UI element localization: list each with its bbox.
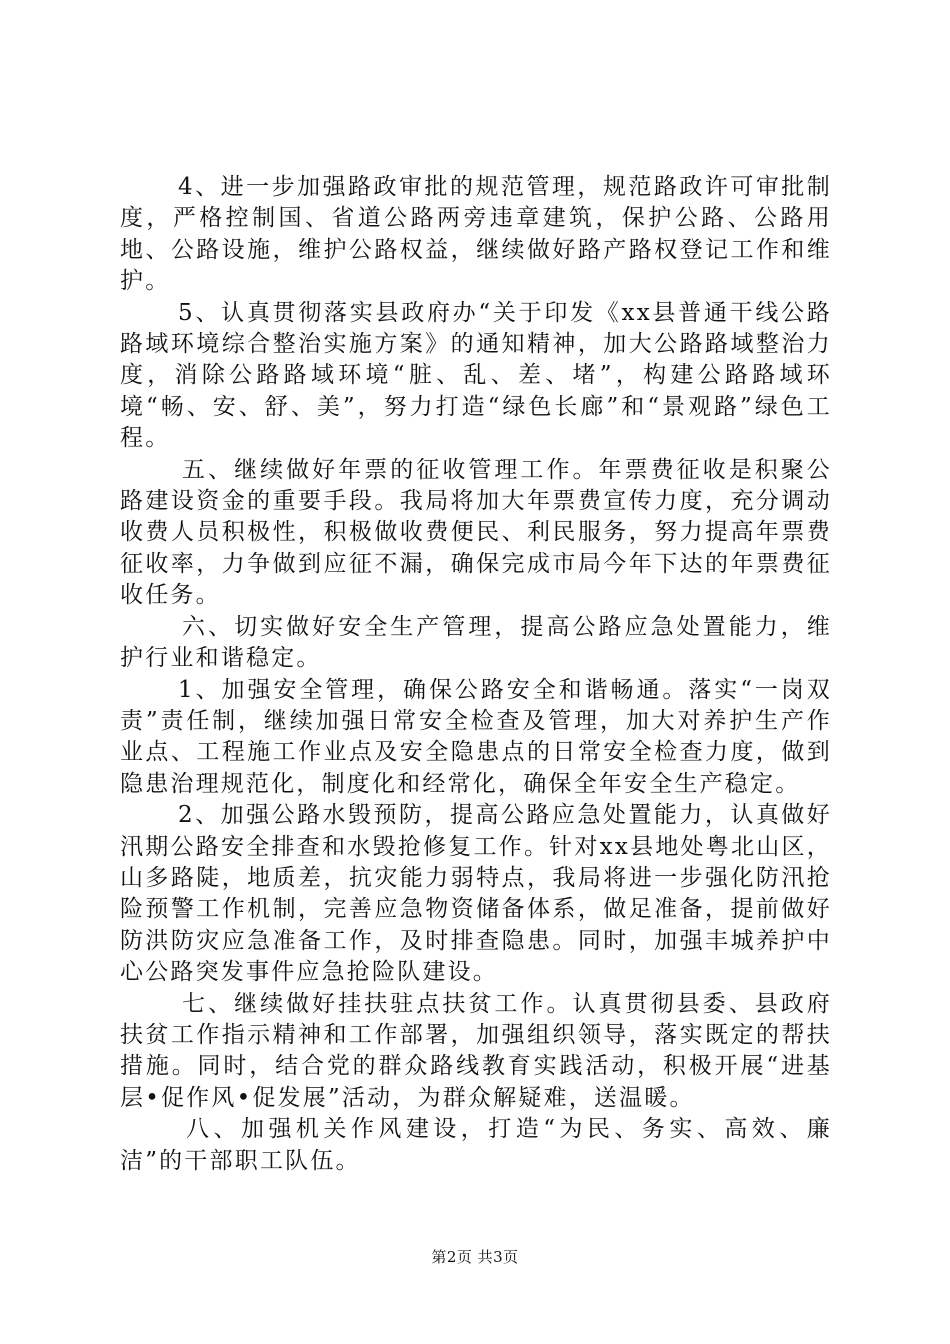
paragraph-poverty-alleviation: 七、继续做好挂扶驻点扶贫工作。认真贯彻县委、县政府扶贫工作指示精神和工作部署，加强组织领导，落实既定的帮扶措施。同时，结合党的群众路线教育实践活动，积极开展“进基层•促作风•促发展”活动，为群众解疑难，送温暖。 [120, 990, 832, 1111]
paragraph-road-approval: 4、进一步加强路政审批的规范管理，规范路政许可审批制度，严格控制国、省道公路两旁违章建筑，保护公路、公路用地、公路设施，维护公路权益，继续做好路产路权登记工作和维护。 [120, 174, 832, 295]
document-body [120, 172, 832, 1177]
paragraph-flood-prevention: 2、加强公路水毁预防，提高公路应急处置能力，认真做好汛期公路安全排查和水毁抢修复工作。针对xx县地处粤北山区，山多路陡，地质差，抗灾能力弱特点，我局将进一步强化防汛抢险预警工作机制，完善应急物资储备体系，做足准备，提前做好防洪防灾应急准备工作，及时排查隐患。同时，加强丰城养护中心公路突发事件应急抢险队建设。 [120, 802, 832, 986]
paragraph-safety-heading: 六、切实做好安全生产管理，提高公路应急处置能力，维护行业和谐稳定。 [120, 613, 832, 672]
page-number-footer: 第2页 共3页 [431, 1248, 519, 1266]
paragraph-annual-ticket: 五、继续做好年票的征收管理工作。年票费征收是积聚公路建设资金的重要手段。我局将加大年票费宣传力度，充分调动收费人员积极性，积极做收费便民、利民服务，努力提高年票费征收率，力争做到应征不漏，确保完成市局今年下达的年票费征收任务。 [120, 456, 832, 609]
paragraph-safety-management: 1、加强安全管理，确保公路安全和谐畅通。落实“一岗双责”责任制，继续加强日常安全检查及管理，加大对养护生产作业点、工程施工作业点及安全隐患点的日常安全检查力度，做到隐患治理规范化，制度化和经常化，确保全年安全生产稳定。 [120, 676, 832, 797]
paragraph-work-style: 八、加强机关作风建设，打造“为民、务实、高效、廉洁”的干部职工队伍。 [120, 1116, 832, 1174]
paragraph-road-environment: 5、认真贯彻落实县政府办“关于印发《xx县普通干线公路路域环境综合整治实施方案》的通知精神，加大公路路域整治力度，消除公路路域环境“脏、乱、差、堵”，构建公路路域环境“畅、安、舒、美”，努力打造“绿色长廊”和“景观路”绿色工程。 [120, 299, 832, 452]
